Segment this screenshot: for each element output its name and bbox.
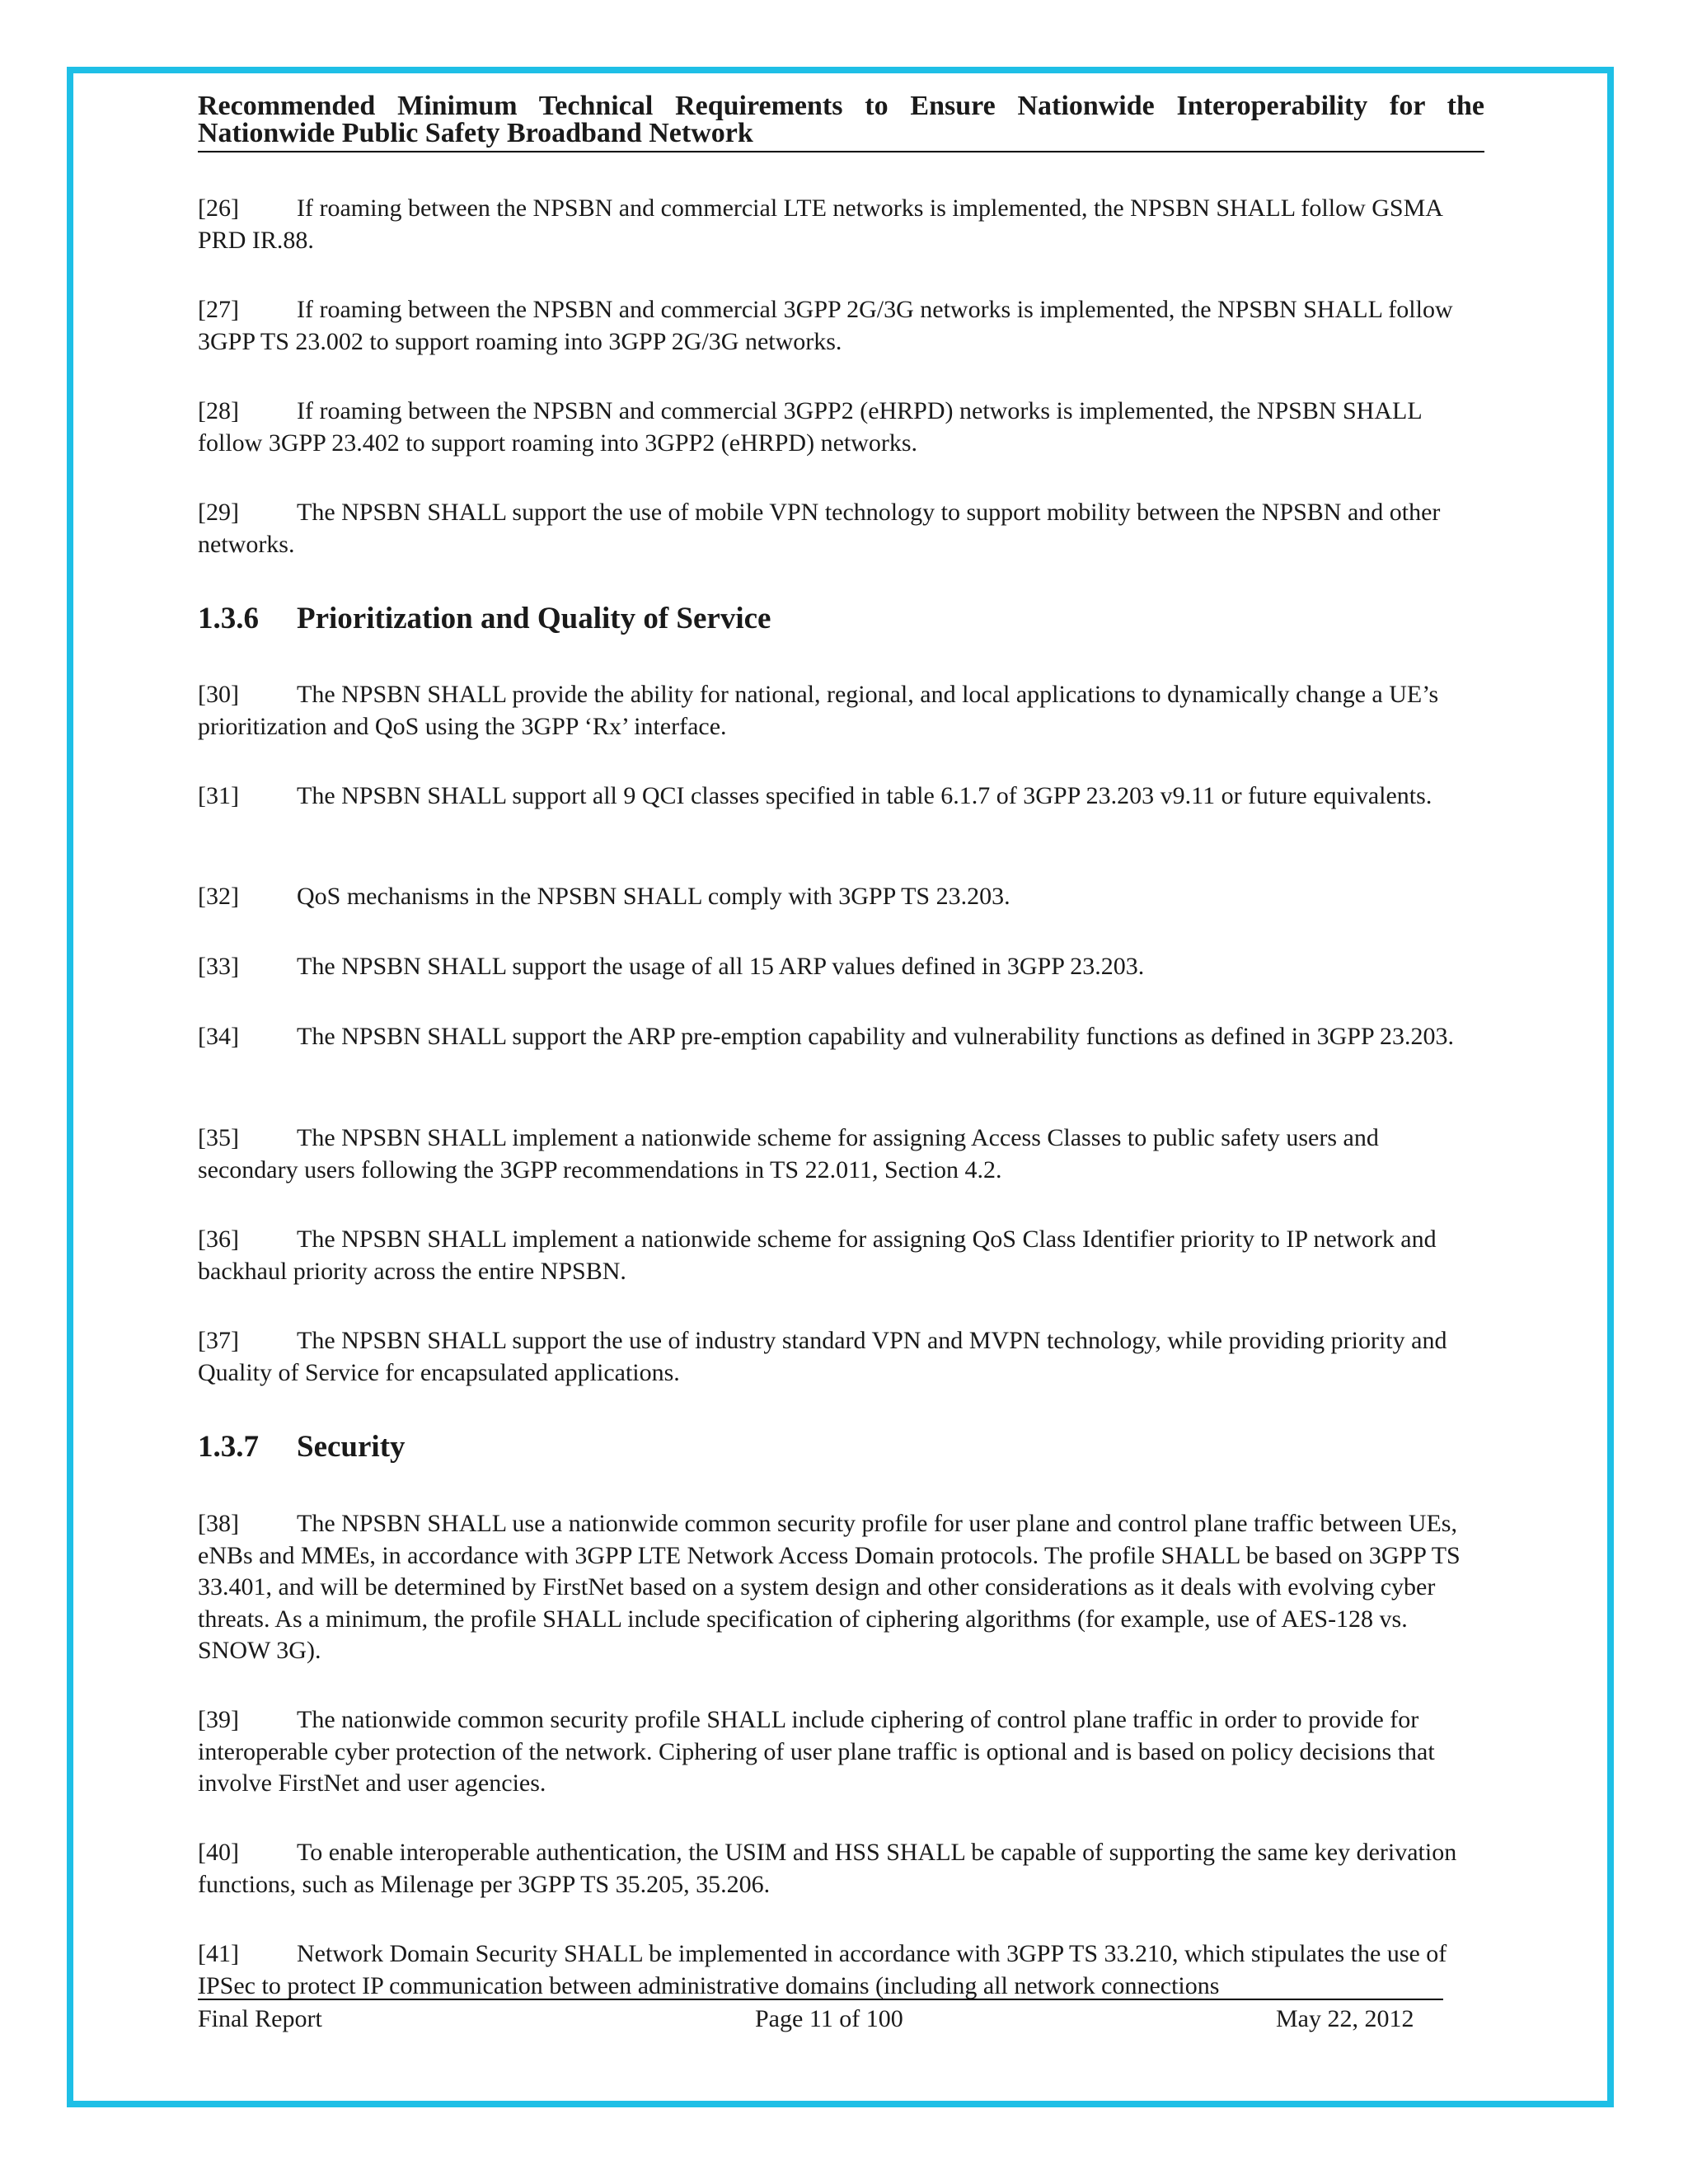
paragraph-number: [29] (198, 499, 239, 526)
paragraph-39 (198, 1704, 1484, 1800)
paragraph-text: The NPSBN SHALL implement a nationwide scheme for assigning Access Classes to public safety users and secondary users following the 3GPP recommendations in TS 22.011, Section 4.2. (198, 1124, 1379, 1183)
paragraph-text: The NPSBN SHALL support the use of industry standard VPN and MVPN technology, while providing priority and Quality of Service for encapsulated applications. (198, 1327, 1447, 1386)
paragraph-27 (198, 294, 1484, 358)
paragraph-text: If roaming between the NPSBN and commercial LTE networks is implemented, the NPSBN SHALL follow GSMA PRD IR.88. (198, 194, 1442, 254)
paragraph-34 (198, 1021, 1484, 1053)
paragraph-30 (198, 679, 1484, 743)
section-title: Security (297, 1430, 406, 1464)
footer-left: Final Report (198, 2005, 322, 2032)
document-header-title: Recommended Minimum Technical Requirements to Ensure Nationwide Interoperability for the Nationwide Public Safety Broadband Network (198, 92, 1484, 152)
paragraph-number: [36] (198, 1226, 239, 1253)
paragraph-text: The NPSBN SHALL support the use of mobile VPN technology to support mobility between the NPSBN and other networks. (198, 499, 1441, 558)
paragraph-text: If roaming between the NPSBN and commercial 3GPP 2G/3G networks is implemented, the NPSBN SHALL follow 3GPP TS 23.002 to support roaming into 3GPP 2G/3G networks. (198, 296, 1453, 355)
paragraph-text: QoS mechanisms in the NPSBN SHALL comply with 3GPP TS 23.203. (297, 883, 1010, 910)
paragraph-26 (198, 193, 1484, 256)
paragraph-number: [38] (198, 1510, 239, 1537)
paragraph-number: [35] (198, 1124, 239, 1151)
section-heading-1-3-6 (198, 601, 771, 636)
paragraph-number: [40] (198, 1839, 239, 1866)
paragraph-29 (198, 497, 1484, 560)
section-number: 1.3.7 (198, 1430, 259, 1464)
document-body (198, 91, 1484, 1999)
section-title: Prioritization and Quality of Service (297, 602, 771, 635)
paragraph-text: The NPSBN SHALL implement a nationwide scheme for assigning QoS Class Identifier priority to IP network and backhaul priority across the entire NPSBN. (198, 1226, 1437, 1285)
paragraph-text: Network Domain Security SHALL be implemented in accordance with 3GPP TS 33.210, which stipulates the use of IPSec to protect IP communication between administrative domains (including all network connections (198, 1940, 1447, 1999)
paragraph-number: [26] (198, 194, 239, 222)
paragraph-text: The NPSBN SHALL support the ARP pre-emption capability and vulnerability functions as defined in 3GPP 23.203. (297, 1023, 1455, 1050)
paragraph-32 (198, 881, 1484, 913)
paragraph-number: [32] (198, 883, 239, 910)
paragraph-38 (198, 1508, 1484, 1667)
paragraph-28 (198, 396, 1484, 459)
paragraph-text: If roaming between the NPSBN and commercial 3GPP2 (eHRPD) networks is implemented, the NPSBN SHALL follow 3GPP 23.402 to support roaming into 3GPP2 (eHRPD) networks. (198, 397, 1422, 457)
paragraph-40 (198, 1837, 1484, 1900)
paragraph-text: The nationwide common security profile SHALL include ciphering of control plane traffic in order to provide for interoperable cyber protection of the network. Ciphering of user plane traffic is optional and is based on policy decisions that involve FirstNet and user agencies. (198, 1706, 1435, 1797)
paragraph-31 (198, 780, 1484, 813)
paragraph-number: [28] (198, 397, 239, 424)
paragraph-number: [31] (198, 782, 239, 809)
paragraph-number: [27] (198, 296, 239, 323)
paragraph-37 (198, 1325, 1484, 1389)
paragraph-text: The NPSBN SHALL provide the ability for national, regional, and local applications to dynamically change a UE’s prioritization and QoS using the 3GPP ‘Rx’ interface. (198, 681, 1439, 740)
paragraph-number: [30] (198, 681, 239, 708)
paragraph-text: The NPSBN SHALL support the usage of all 15 ARP values defined in 3GPP 23.203. (297, 953, 1145, 980)
paragraph-number: [34] (198, 1023, 239, 1050)
paragraph-number: [41] (198, 1940, 239, 1967)
paragraph-text: To enable interoperable authentication, the USIM and HSS SHALL be capable of supporting the same key derivation functions, such as Milenage per 3GPP TS 35.205, 35.206. (198, 1839, 1457, 1898)
section-heading-1-3-7 (198, 1429, 406, 1465)
paragraph-33 (198, 951, 1484, 983)
page-border (67, 67, 1614, 2107)
section-number: 1.3.6 (198, 602, 259, 635)
paragraph-35 (198, 1122, 1484, 1186)
footer-page-number: Page 11 of 100 (755, 2005, 903, 2032)
paragraph-text: The NPSBN SHALL use a nationwide common security profile for user plane and control plane traffic between UEs, eNBs and MMEs, in accordance with 3GPP LTE Network Access Domain protocols. The profile SHALL be based on 3GPP TS 33.401, and will be determined by FirstNet based on a system design and other considerations as it deals with evolving cyber threats. As a minimum, the profile SHALL include specification of ciphering algorithms (for example, use of AES-128 vs. SNOW 3G). (198, 1510, 1461, 1664)
paragraph-number: [33] (198, 953, 239, 980)
paragraph-41 (198, 1938, 1484, 2002)
paragraph-number: [37] (198, 1327, 239, 1354)
paragraph-number: [39] (198, 1706, 239, 1733)
paragraph-text: The NPSBN SHALL support all 9 QCI classes specified in table 6.1.7 of 3GPP 23.203 v9.11 or future equivalents. (297, 782, 1432, 809)
footer-date: May 22, 2012 (1276, 2005, 1414, 2032)
paragraph-36 (198, 1224, 1484, 1287)
footer-divider (198, 1999, 1443, 2000)
